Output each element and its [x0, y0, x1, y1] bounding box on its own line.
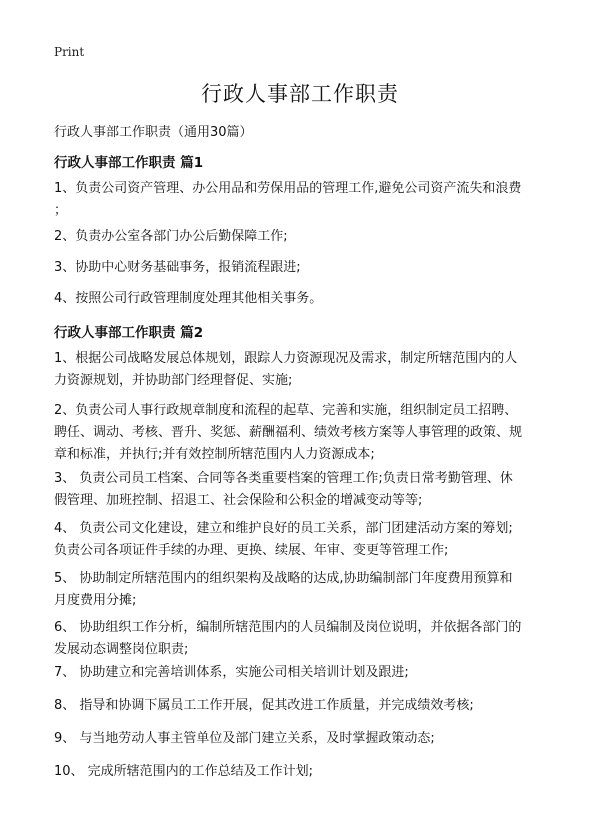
- item-line: 8、 指导和协调下属员工工作开展，促其改进工作质量，并完成绩效考核;: [54, 698, 474, 713]
- item-line: 1、根据公司战略发展总体规划，跟踪人力资源现况及需求，制定所辖范围内的人: [54, 351, 518, 366]
- item-line: 2、负责办公室各部门办公后勤保障工作;: [54, 229, 288, 244]
- item-line: 章和标准，并执行;并有效控制所辖范围内人力资源成本;: [54, 447, 375, 462]
- item-line: 聘任、调动、考核、晋升、奖惩、薪酬福利、绩效考核方案等人事管理的政策、规: [54, 425, 523, 440]
- list-item: [54, 695, 554, 717]
- section-heading-1: 行政人事部工作职责 篇1: [54, 155, 204, 171]
- list-item: [54, 178, 554, 222]
- list-item: [54, 662, 554, 684]
- item-line: 3、 负责公司员工档案、合同等各类重要档案的管理工作;负责日常考勤管理、休: [54, 471, 513, 486]
- item-line: 假管理、加班控制、招退工、社会保险和公积金的增减变动等等;: [54, 493, 423, 508]
- item-line: 3、协助中心财务基础事务，报销流程跟进;: [54, 260, 301, 275]
- item-line: ；: [54, 203, 68, 218]
- print-label: Print: [54, 45, 85, 59]
- list-item: [54, 728, 554, 750]
- item-line: 1、负责公司资产管理、办公用品和劳保用品的管理工作,避免公司资产流失和浪费: [54, 181, 522, 196]
- section-heading-2: 行政人事部工作职责 篇2: [54, 325, 204, 341]
- item-line: 4、按照公司行政管理制度处理其他相关事务。: [54, 291, 323, 306]
- list-item: [54, 226, 554, 248]
- item-line: 4、 负责公司文化建设，建立和维护良好的员工关系，部门团建活动方案的筹划;: [54, 521, 513, 536]
- item-line: 9、 与当地劳动人事主管单位及部门建立关系，及时掌握政策动态;: [54, 731, 435, 746]
- list-item: [54, 617, 554, 661]
- item-line: 7、 协助建立和完善培训体系，实施公司相关培训计划及跟进;: [54, 665, 409, 680]
- list-item: [54, 518, 554, 562]
- list-item: [54, 288, 554, 310]
- list-item: [54, 568, 554, 612]
- item-line: 力资源规划，并协助部门经理督促、实施;: [54, 373, 293, 388]
- item-line: 6、 协助组织工作分析，编制所辖范围内的人员编制及岗位说明，并依据各部门的: [54, 620, 522, 635]
- list-item: [54, 400, 554, 466]
- item-line: 10、 完成所辖范围内的工作总结及工作计划;: [54, 764, 314, 779]
- item-line: 负责公司各项证件手续的办理、更换、续展、年审、变更等管理工作;: [54, 543, 449, 558]
- item-line: 发展动态调整岗位职责;: [54, 642, 189, 657]
- list-item: [54, 257, 554, 279]
- item-line: 月度费用分摊;: [54, 593, 137, 608]
- page-title: 行政人事部工作职责: [201, 82, 399, 106]
- item-line: 5、 协助制定所辖范围内的组织架构及战略的达成,协助编制部门年度费用预算和: [54, 571, 513, 586]
- list-item: [54, 348, 554, 392]
- list-item: [54, 761, 554, 783]
- document-subtitle: 行政人事部工作职责（通用30篇）: [54, 125, 253, 140]
- item-line: 2、负责公司人事行政规章制度和流程的起草、完善和实施，组织制定员工招聘、: [54, 403, 518, 418]
- list-item: [54, 468, 554, 512]
